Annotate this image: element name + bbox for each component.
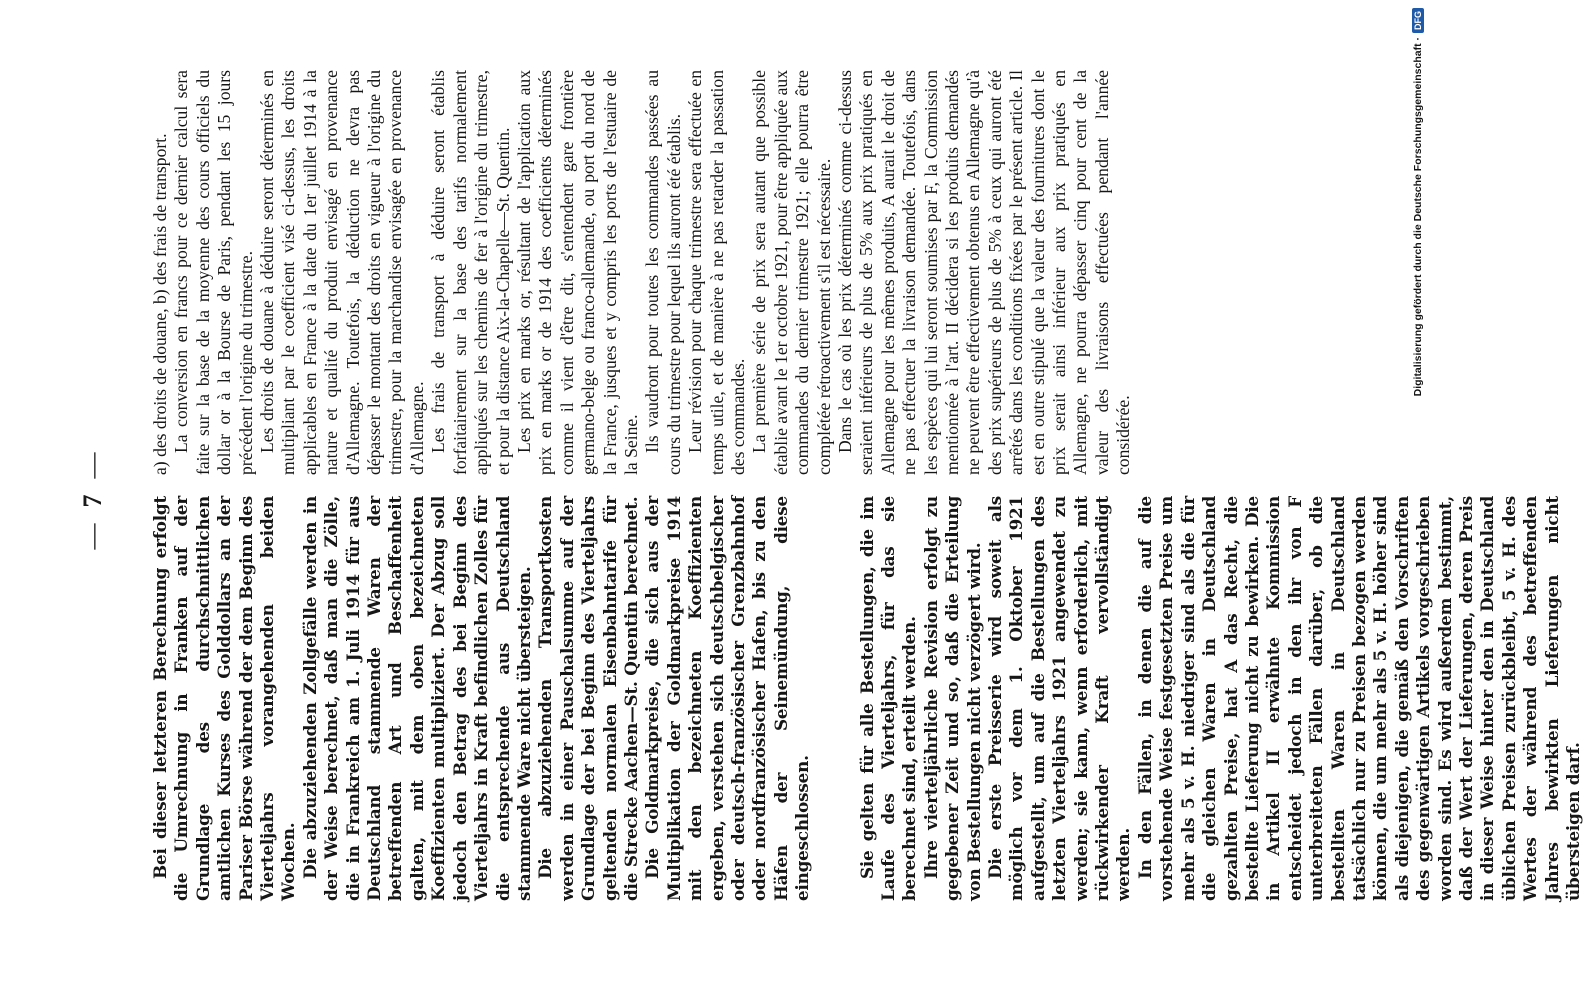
german-paragraph-1: Bei dieser letzteren Berechnung erfolgt die Umrechnung in Franken auf der Grundlage des durchschnittlichen amtlichen Kurses des Golddollars an der Pariser Börse während der dem Beginn des Vierteljahrs vorangehenden beiden Wochen. (150, 496, 299, 901)
german-paragraph-2: Die abzuziehenden Zollgefälle werden in der Weise berechnet, daß man die Zölle, die in Frankreich am 1. Juli 1914 für aus Deutschland stammende Waren der betreffenden Art und Beschaffenheit galten, mit dem oben bezeichneten Koeffizienten multipliziert. Der Abzug soll jedoch den Betrag des bei Beginn des Vierteljahrs in Kraft befindlichen Zolles für die entsprechende aus Deutschland stammende Ware nicht übersteigen. (299, 496, 534, 901)
german-paragraph-5: Sie gelten für alle Bestellungen, die im Laufe des Vierteljahrs, für das sie berechnet sind, erteilt werden. (856, 496, 920, 901)
page-header (78, 0, 108, 1000)
french-paragraph-5: Les prix en marks or, résultant de l'application aux prix en marks or de 1914 des coefficients déterminés comme il vient d'être dit, s'entendent gare frontière germano-belge ou franco-allemande, ou port du nord de la France, jusques et y compris les ports de l'estuaire de la Seine. (513, 70, 641, 475)
german-paragraph-8: In den Fällen, in denen die auf die vorstehende Weise festgesetzten Preise um mehr als 5 v. H. niedriger sind als die für die gleichen Waren in Deutschland gezahlten Preise, hat A das Recht, die bestellte Lieferung nicht zu bewirken. Die in Artikel II erwähnte Kommission entscheidet jedoch in den ihr von F unterbreiteten Fällen darüber, ob die bestellten Waren in Deutschland tatsächlich nur zu Preisen bezogen werden können, die um mehr als 5 v. H. höher sind als diejenigen, die gemäß den Vorschriften des gegenwärtigen Artikels vorgeschrieben worden sind. Es wird außerdem bestimmt, daß der Wert der Lieferungen, deren Preis in dieser Weise hinter den in Deutschland üblichen Preisen zurückbleibt, 5 v. H. des Wertes der während des betreffenden Jahres bewirkten Lieferungen nicht übersteigen darf. (1134, 496, 1583, 901)
header-dash-left: — (78, 521, 107, 550)
french-paragraph-8: La première série de prix sera autant que possible établie avant le 1er octobre 1921, pour être appliquée aux commandes du dernier trimestre 1921; elle pourra être complétée rétroactivement s'il est nécessaire. (749, 70, 834, 475)
german-paragraph-6: Ihre vierteljährliche Revision erfolgt zu gegebener Zeit und so, daß die Erteilung von Bestellungen nicht verzögert wird. (920, 496, 984, 901)
page-number: 7 (78, 492, 107, 508)
german-paragraph-4: Die Goldmarkpreise, die sich aus der Multiplikation der Goldmarkpreise 1914 mit den bezeichneten Koeffizienten ergeben, verstehen sich deutschbelgischer oder deutsch-französischer Grenzbahnhof oder nordfranzösischer Hafen, bis zu den Häfen der Seinemündung, diese eingeschlossen. (642, 496, 813, 901)
dfg-logo-icon: DFG (1412, 8, 1424, 33)
german-paragraph-3: Die abzuziehenden Transportkosten werden in einer Pauschalsumme auf der Grundlage der bei Beginn des Vierteljahrs geltenden normalen Eisenbahntarife für die Strecke Aachen—St. Quentin berechnet. (535, 496, 641, 901)
header-dash-right: — (78, 450, 107, 479)
french-paragraph-1: a) des droits de douane, b) des frais de transport. (150, 133, 170, 475)
french-paragraph-4: Les frais de transport à déduire seront établis forfaitairement sur la base des tarifs normalement appliqués sur les chemins de fer à l'origine du trimestre, et pour la distance Aix-la-Chapelle—St. Quentin. (428, 70, 513, 475)
french-paragraph-2: La conversion en francs pour ce dernier calcul sera faite sur la base de la moyenne des cours officiels du dollar or à la Bourse de Paris, pendant les 15 jours précédent l'origine du trimestre. (171, 70, 256, 475)
french-text-column (150, 70, 1135, 475)
credit-line (1406, 0, 1430, 1000)
french-paragraph-9: Dans le cas où les prix déterminés comme ci-dessus seraient inférieurs de plus de 5% aux prix pratiqués en Allemagne pour les mêmes produits, A aurait le droit de ne pas effectuer la livraison demandée. Toutefois, dans les espèces qui lui seront soumises par F, la Commission mentionnée à l'art. II décidera si les produits demandés ne peuvent être effectivement obtenus en Allemagne qu'à des prix supérieurs de plus de 5% à ceux qui auront été arrêtés dans les conditions fixées par le présent article. Il est en outre stipulé que la valeur des fournitures dont le prix serait ainsi inférieur aux prix pratiqués en Allemagne, ne pourra dépasser cinq pour cent de la valeur des livraisons effectuées pendant l'année considérée. (835, 70, 1134, 475)
german-text-column (150, 496, 1584, 901)
german-paragraph-7: Die erste Preisserie wird soweit als möglich vor dem 1. Oktober 1921 aufgestellt, um auf die Bestellungen des letzten Vierteljahrs 1921 angewendet zu werden; sie kann, wenn erforderlich, mit rückwirkender Kraft vervollständigt werden. (985, 496, 1134, 901)
digitization-credit (1406, 0, 1430, 1000)
credit-text: Digitalisierung gefördert durch die Deutsche Forschungsgemeinschaft · (1412, 37, 1424, 397)
french-paragraph-7: Leur révision pour chaque trimestre sera effectuée en temps utile, et de manière à ne pas retarder la passation des commandes. (685, 70, 748, 475)
french-paragraph-6: Ils vaudront pour toutes les commandes passées au cours du trimestre pour lequel ils auront été établis. (642, 70, 684, 475)
french-paragraph-3: Les droits de douane à déduire seront déterminés en multipliant par le coefficient visé ci-dessus, les droits applicables en France à la date du 1er juillet 1914 à la nature et qualité du produit envisagé en provenance d'Allemagne. Toutefois, la déduction ne devra pas dépasser le montant des droits en vigueur à l'origine du trimestre, pour la marchandise envisagée en provenance d'Allemagne. (257, 70, 427, 475)
